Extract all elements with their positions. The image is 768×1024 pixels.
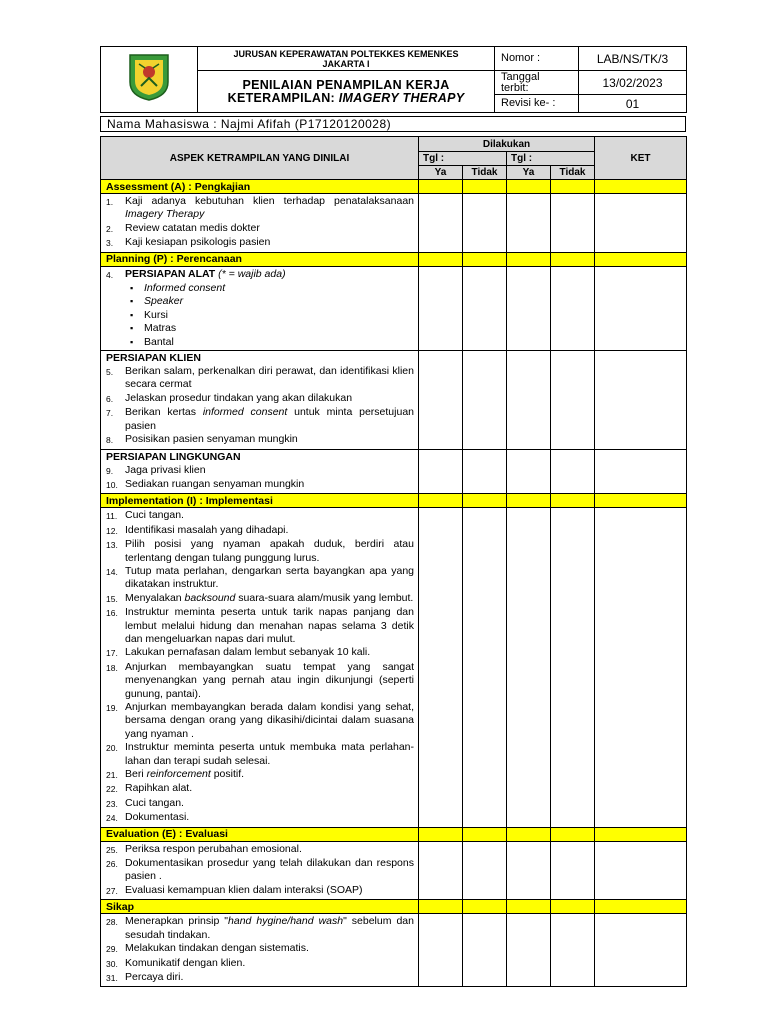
item-text: Kaji adanya kebutuhan klien terhadap penatalaksanaan Imagery Therapy (125, 195, 414, 221)
item-text: Review catatan medis dokter (125, 221, 260, 234)
section-title-sikap: Sikap (101, 900, 419, 914)
check-cell[interactable] (507, 194, 551, 253)
list-item (106, 195, 414, 222)
item-text: Lakukan pernafasan dalam lembut sebanyak 10 kali. (125, 646, 371, 659)
list-item (106, 701, 414, 741)
bullet-item: ▪ Informed consent (130, 282, 414, 295)
item-number: 17. (106, 648, 118, 659)
list-item (106, 741, 414, 768)
revisi-label: Revisi ke- : (495, 95, 579, 113)
item-number: 13. (106, 540, 118, 551)
ya-header-1: Ya (419, 166, 463, 180)
item-text: Anjurkan membayangkan berada dalam kondisi yang sehat, bersama dengan orang yang dikasihi/dicintai dalam suasana yang nyaman . (125, 701, 414, 740)
item-number: 31. (106, 972, 118, 983)
tanggal-label: Tanggal terbit: (495, 71, 579, 95)
item-number: 29. (106, 944, 118, 955)
item-text: Evaluasi kemampuan klien dalam interaksi (SOAP) (125, 883, 363, 896)
item-text: Jaga privasi klien (125, 463, 206, 476)
item-number: 16. (106, 608, 118, 619)
check-cell[interactable] (419, 194, 463, 253)
item-number: 25. (106, 844, 118, 855)
section-row-planning (101, 252, 687, 266)
list-item (106, 915, 414, 942)
check-cell[interactable] (419, 914, 463, 987)
item-number: 5. (106, 367, 114, 378)
tanggal-value: 13/02/2023 (579, 71, 687, 95)
checklist-item-list (106, 843, 414, 899)
check-cell[interactable] (551, 914, 595, 987)
institution-logo-icon (127, 52, 171, 102)
form-header (100, 46, 687, 113)
list-item (106, 797, 414, 811)
ya-header-2: Ya (507, 166, 551, 180)
list-item (106, 768, 414, 782)
student-name-line (100, 116, 686, 132)
section-row-implementation (101, 494, 687, 508)
check-cell[interactable] (463, 449, 507, 494)
item-text: Anjurkan membayangkan suatu tempat yang sangat menyenangkan yang pernah atau ingin dikunjungi (seperti gunung, pantai). (125, 660, 414, 700)
item-text: Pilih posisi yang nyaman apakah duduk, berdiri atau terlentang dengan tulang punggung lurus. (125, 538, 414, 564)
checklist-row (101, 914, 687, 987)
list-item (106, 661, 414, 701)
persiapan-alat-note: (* = wajib ada) (215, 267, 286, 280)
checklist-item-list (106, 365, 414, 447)
item-number: 1. (106, 197, 114, 207)
section-title-implementation: Implementation (I) : Implementasi (101, 494, 419, 508)
item-text: Rapihkan alat. (125, 782, 193, 795)
item-text: Percaya diri. (125, 970, 184, 983)
list-item (106, 857, 414, 884)
section-row-evaluation (101, 827, 687, 841)
institution-name: JURUSAN KEPERAWATAN POLTEKKES KEMENKES JAKARTA I (198, 47, 495, 71)
list-item (106, 236, 414, 250)
checklist-row (101, 266, 687, 350)
check-cell[interactable] (463, 508, 507, 827)
bullet-item: ▪ Kursi (130, 309, 414, 322)
list-item (106, 592, 414, 606)
item-number: 7. (106, 408, 114, 419)
ket-cell[interactable] (595, 194, 687, 253)
item-text: Berikan kertas informed consent untuk minta persetujuan pasien (125, 406, 414, 432)
bullet-item: ▪ Speaker (130, 295, 414, 308)
list-item (106, 222, 414, 236)
checklist-items-cell (101, 508, 419, 827)
checklist-item-list (106, 509, 414, 825)
checklist-item-list (106, 464, 414, 493)
checklist-item-list (106, 195, 414, 251)
item-number: 22. (106, 784, 118, 795)
item-text: Identifikasi masalah yang dihadapi. (125, 523, 289, 536)
item-text: Menerapkan prinsip "hand hygine/hand wash" sebelum dan sesudah tindakan. (125, 915, 414, 941)
check-cell[interactable] (551, 194, 595, 253)
list-item (106, 782, 414, 796)
item-text: Sediakan ruangan senyaman mungkin (125, 477, 305, 490)
list-item (106, 524, 414, 538)
list-item (106, 884, 414, 898)
tgl-header-1: Tgl : (419, 152, 507, 166)
list-item: 4. PERSIAPAN ALAT (* = wajib ada) (106, 267, 286, 280)
item-number: 27. (106, 885, 118, 896)
list-item (106, 843, 414, 857)
institution-logo-cell (101, 47, 198, 113)
check-cell[interactable] (507, 841, 551, 900)
item-number: 18. (106, 662, 118, 673)
check-cell[interactable] (463, 914, 507, 987)
check-cell[interactable] (551, 508, 595, 827)
check-cell[interactable] (551, 449, 595, 494)
persiapan-lingkungan-cell (101, 449, 419, 494)
tidak-header-1: Tidak (463, 166, 507, 180)
list-item (106, 971, 414, 985)
section-row-assessment (101, 180, 687, 194)
revisi-value: 01 (579, 95, 687, 113)
checklist-items-cell (101, 914, 419, 987)
persiapan-klien-cell (101, 351, 419, 449)
item-number: 15. (106, 593, 118, 604)
check-cell[interactable] (419, 266, 463, 350)
ket-cell[interactable] (595, 841, 687, 900)
item-number: 9. (106, 465, 114, 476)
item-number: 6. (106, 393, 114, 404)
check-cell[interactable] (507, 508, 551, 827)
item-text: Beri reinforcement positif. (125, 768, 245, 781)
skill-checklist-table (100, 136, 687, 987)
check-cell[interactable] (507, 449, 551, 494)
check-cell[interactable] (419, 449, 463, 494)
check-cell[interactable] (419, 508, 463, 827)
item-text: Instruktur meminta peserta untuk membuka mata perlahan-lahan dan terapi sudah selesai. (125, 741, 414, 767)
bullet-item: ▪ Matras (130, 322, 414, 335)
alat-bullet-list (130, 282, 414, 349)
item-number: 30. (106, 958, 118, 969)
check-cell[interactable] (463, 841, 507, 900)
ket-cell[interactable] (595, 266, 687, 350)
ket-cell[interactable] (595, 449, 687, 494)
list-item (106, 392, 414, 406)
item-number: 19. (106, 703, 118, 713)
item-text: Jelaskan prosedur tindakan yang akan dilakukan (125, 391, 353, 404)
list-item (106, 406, 414, 433)
nomor-label: Nomor : (495, 47, 579, 71)
form-title: PENILAIAN PENAMPILAN KERJA KETERAMPILAN: IMAGERY THERAPY (198, 71, 495, 113)
list-item (106, 942, 414, 956)
check-cell[interactable] (419, 351, 463, 449)
persiapan-alat-cell (101, 266, 419, 350)
item-number: 21. (106, 770, 118, 781)
list-item (106, 365, 414, 392)
list-item (106, 478, 414, 492)
ket-cell[interactable] (595, 914, 687, 987)
item-number: 3. (106, 238, 114, 249)
tidak-header-2: Tidak (551, 166, 595, 180)
checklist-row (101, 194, 687, 253)
list-item (106, 646, 414, 660)
persiapan-lingkungan-heading: PERSIAPAN LINGKUNGAN (106, 450, 241, 463)
list-item (106, 565, 414, 592)
list-item (106, 538, 414, 565)
item-text: Posisikan pasien senyaman mungkin (125, 433, 298, 446)
list-item (106, 811, 414, 825)
item-text: Cuci tangan. (125, 796, 184, 809)
checklist-items-cell (101, 841, 419, 900)
tgl-header-2: Tgl : (507, 152, 595, 166)
check-cell[interactable] (463, 351, 507, 449)
persiapan-alat-heading: PERSIAPAN ALAT (125, 267, 216, 280)
item-number: 24. (106, 813, 118, 824)
item-text: Instruktur meminta peserta untuk tarik napas panjang dan lembut melalui hidung dan menahan napas selama 3 detik dan mengeluarkan napas dari mulut. (125, 606, 414, 645)
section-title-evaluation: Evaluation (E) : Evaluasi (101, 827, 419, 841)
check-cell[interactable] (551, 266, 595, 350)
persiapan-klien-heading: PERSIAPAN KLIEN (106, 352, 201, 365)
check-cell[interactable] (463, 194, 507, 253)
item-text: Komunikatif dengan klien. (125, 956, 246, 969)
check-cell[interactable] (551, 351, 595, 449)
checklist-row (101, 351, 687, 449)
item-number: 26. (106, 859, 118, 870)
section-title-assessment: Assessment (A) : Pengkajian (101, 180, 419, 194)
item-text: Melakukan tindakan dengan sistematis. (125, 942, 309, 955)
list-item (106, 509, 414, 523)
check-cell[interactable] (551, 841, 595, 900)
list-item (106, 606, 414, 646)
item-number: 8. (106, 435, 114, 446)
ket-cell[interactable] (595, 508, 687, 827)
check-cell[interactable] (507, 266, 551, 350)
item-text: Cuci tangan. (125, 509, 184, 522)
item-number: 12. (106, 525, 118, 536)
checklist-items-cell (101, 194, 419, 253)
ket-cell[interactable] (595, 351, 687, 449)
item-text: Kaji kesiapan psikologis pasien (125, 236, 271, 249)
check-cell[interactable] (419, 841, 463, 900)
student-name: Nama Mahasiswa : Najmi Afifah (P17120120028) (107, 117, 392, 131)
item-text: Menyalakan backsound suara-suara alam/musik yang lembut. (125, 591, 414, 604)
checklist-row (101, 841, 687, 900)
aspek-header: ASPEK KETRAMPILAN YANG DINILAI (101, 137, 419, 180)
item-number: 28. (106, 917, 118, 928)
checklist-row (101, 508, 687, 827)
check-cell[interactable] (463, 266, 507, 350)
dilakukan-header: Dilakukan (419, 137, 595, 152)
item-number: 23. (106, 798, 118, 809)
item-number: 20. (106, 743, 118, 754)
list-item (106, 433, 414, 447)
item-text: Periksa respon perubahan emosional. (125, 842, 302, 855)
section-row-sikap (101, 900, 687, 914)
list-item (106, 464, 414, 478)
section-title-planning: Planning (P) : Perencanaan (101, 252, 419, 266)
checklist-row (101, 449, 687, 494)
item-number: 14. (106, 566, 118, 577)
bullet-item: ▪ Bantal (130, 336, 414, 349)
item-number: 2. (106, 223, 114, 234)
nomor-value: LAB/NS/TK/3 (579, 47, 687, 71)
item-number: 10. (106, 479, 118, 490)
item-text: Dokumentasikan prosedur yang telah dilakukan dan respons pasien . (125, 857, 414, 883)
item-text: Dokumentasi. (125, 811, 190, 824)
list-item (106, 957, 414, 971)
check-cell[interactable] (507, 914, 551, 987)
item-number: 11. (106, 511, 118, 522)
item-text: Berikan salam, perkenalkan diri perawat, dan identifikasi klien secara cermat (125, 365, 414, 391)
checklist-item-list (106, 915, 414, 985)
item-text: Tutup mata perlahan, dengarkan serta bayangkan apa yang dikatakan instruktur. (125, 564, 414, 591)
check-cell[interactable] (507, 351, 551, 449)
ket-header: KET (595, 137, 687, 180)
